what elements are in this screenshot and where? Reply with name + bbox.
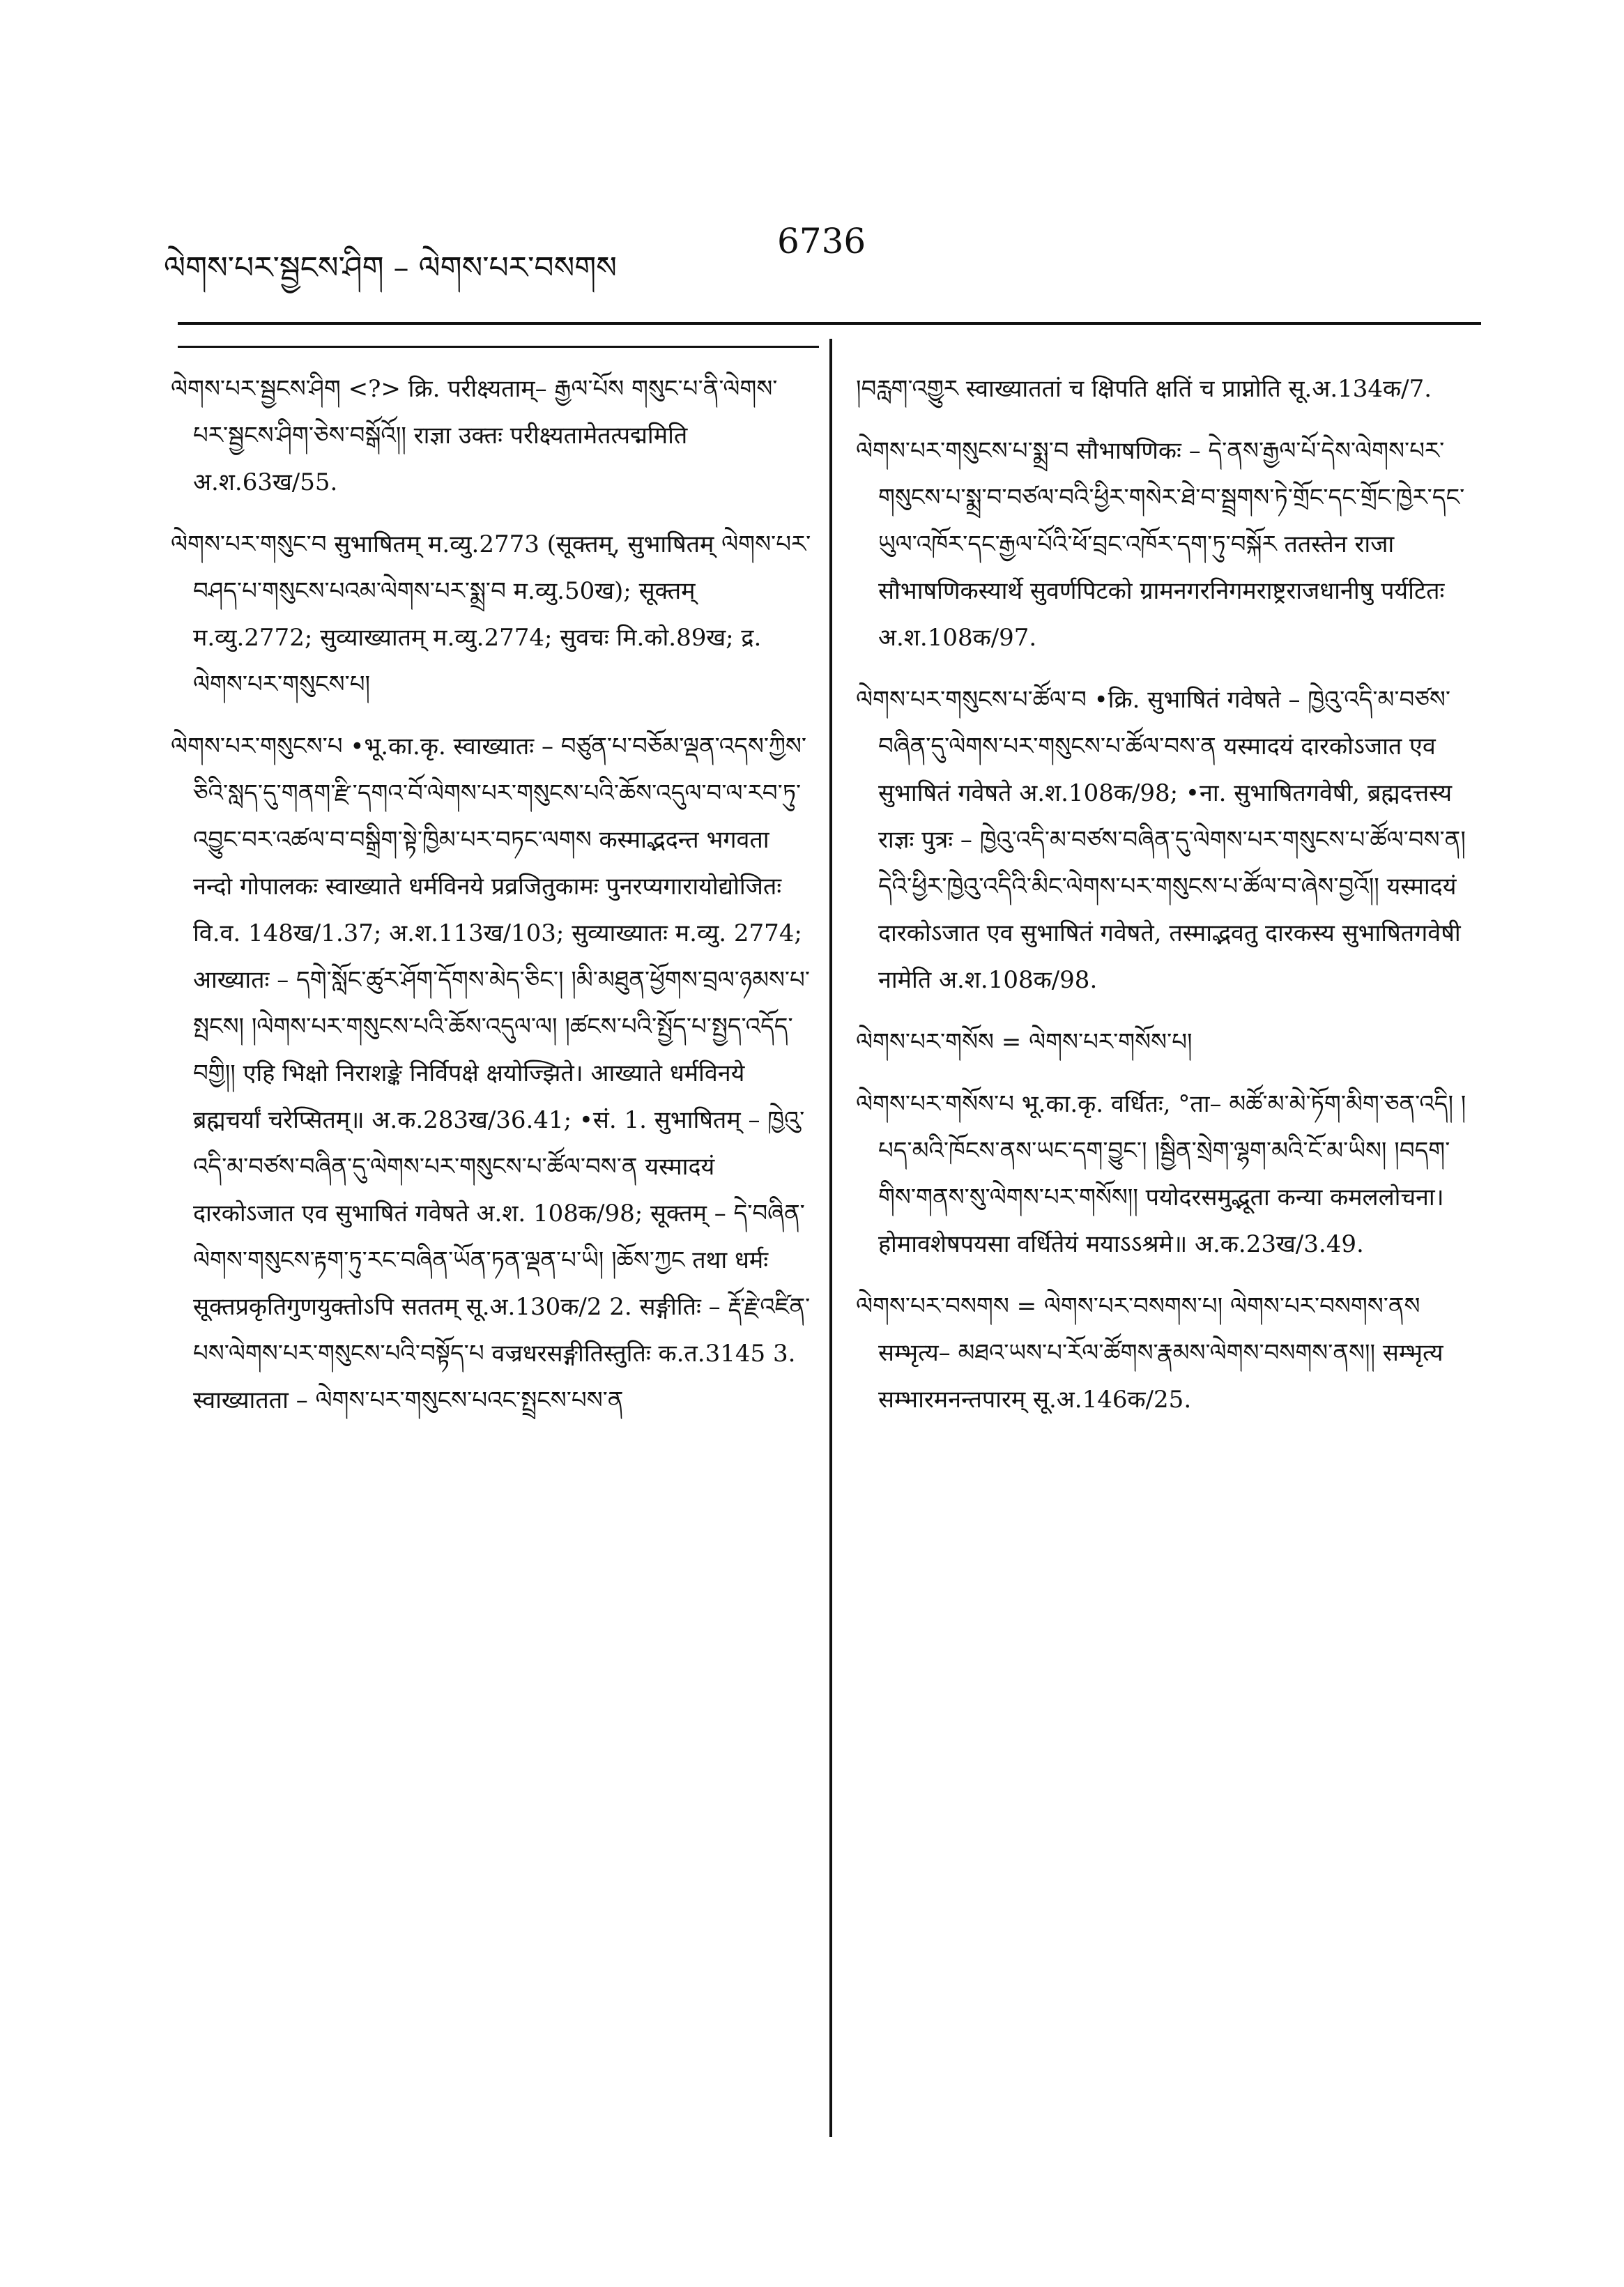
dictionary-entry: ལེགས་པར་གསུངས་པ་སྨྲ་བ सौभाषणिकः – དེ་ནས་རྒྱལ་པོ་དེས་ལེགས་པར་གསུངས་པ་སྨྲ་བ་བཙལ་བའི་ཕྱིར་གསེར་ཐེ་བ་སྦྲགས་ཏེ་གྲོང་དང་གྲོང་ཁྱེར་དང་ཡུལ་འཁོར་དང་རྒྱལ་པོའི་ཕོ་བྲང་འཁོར་དག་ཏུ་བསྐོར ततस्तेन राजा सौभाषणिकस्यार्थे सुवर्णपिटको ग्रामनगरनिगमराष्ट्रराजधानीषु पर्यटितः अ.श.108क/97. — [856, 437, 1465, 652]
dictionary-entry: །བརླག་འགྱུར स्वाख्याततां च क्षिपति क्षतिं च प्राप्नोति सू.अ.134क/7. — [856, 375, 1432, 403]
left-column — [171, 366, 812, 1439]
header-rule — [178, 322, 1481, 325]
running-head: ལེགས་པར་སྦྱངས་ཤིག – ལེགས་པར་བསགས — [164, 250, 617, 286]
dictionary-entry: ལེགས་པར་གསུངས་པ་ཚོལ་བ •क्रि. सुभाषितं गवेषते – ཁྱེའུ་འདི་མ་བཙས་བཞིན་དུ་ལེགས་པར་གསུངས་པ་ཚོལ་བས་ན यस्मादयं दारकोऽजात एव सुभाषितं गवेषते अ.श.108क/98; •ना. सुभाषितगवेषी, ब्रह्मदत्तस्य राज्ञः पुत्रः – ཁྱེའུ་འདི་མ་བཙས་བཞིན་དུ་ལེགས་པར་གསུངས་པ་ཚོལ་བས་ན། དེའི་ཕྱིར་ཁྱེའུ་འདིའི་མིང་ལེགས་པར་གསུངས་པ་ཚོལ་བ་ཞེས་བྱའོ།། यस्मादयं दारकोऽजात एव सुभाषितं गवेषते, तस्माद्भवतु दारकस्य सुभाषितगवेषी नामेति अ.श.108क/98. — [856, 686, 1466, 994]
dictionary-entry: ལེགས་པར་བསགས = ལེགས་པར་བསགས་པ། ལེགས་པར་བསགས་ནས सम्भृत्य– མཐའ་ཡས་པ་རོལ་ཚོགས་རྣམས་ལེགས་བསགས་ནས།། सम्भृत्य सम्भारमनन्तपारम् सू.अ.146क/25. — [856, 1292, 1443, 1414]
page-header — [164, 220, 1453, 289]
dictionary-entry: ལེགས་པར་གསོས = ལེགས་པར་གསོས་པ། — [856, 1028, 1193, 1056]
dictionary-entry: ལེགས་པར་གསོས་པ भू.का.कृ. वर्धितः, °ता– མཚོ་མ་མེ་ཏོག་མིག་ཅན་འདི། །པད་མའི་ཁོངས་ནས་ཡང་དག་བྱུང་། །སྦྱིན་སྲེག་ལྷག་མའི་ངོ་མ་ཡིས། །བདག་གིས་གནས་སུ་ལེགས་པར་གསོས།། पयोदरसमुद्भूता कन्या कमललोचना। होमावशेषपयसा वर्धितेयं मयाऽऽश्रमे॥ अ.क.23ख/3.49. — [856, 1090, 1466, 1258]
dictionary-entry: ལེགས་པར་གསུངས་པ •भू.का.कृ. स्वाख्यातः – བཙུན་པ་བཅོམ་ལྡན་འདས་ཀྱིས་ཅིའི་སླད་དུ་གནག་རྫི་དགའ་བོ་ལེགས་པར་གསུངས་པའི་ཆོས་འདུལ་བ་ལ་རབ་ཏུ་འབྱུང་བར་འཚལ་བ་བསྒྲིག་སྟེ་ཁྱིམ་པར་བཏང་ལགས कस्माद्भदन्त भगवता नन्दो गोपालकः स्वाख्याते धर्मविनये प्रव्रजितुकामः पुनरप्यगारायोद्योजितः वि.व. 148ख/1.37; अ.श.113ख/103; सुव्याख्यातः म.व्यु. 2774; आख्यातः – དགེ་སློང་ཚུར་ཤོག་དོགས་མེད་ཅིང་། །མི་མཐུན་ཕྱོགས་བྲལ་ཉམས་པ་སྤངས། །ལེགས་པར་གསུངས་པའི་ཆོས་འདུལ་ལ། །ཚངས་པའི་སྤྱོད་པ་སྤྱད་འདོད་བགྱི།། एहि भिक्षो निराशङ्के निर्विपक्षे क्षयोज्झिते। आख्याते धर्मविनये ब्रह्मचर्यां चरेप्सितम्॥ अ.क.283ख/36.41; •सं. 1. सुभाषितम् – ཁྱེའུ་འདི་མ་བཙས་བཞིན་དུ་ལེགས་པར་གསུངས་པ་ཚོལ་བས་ན यस्मादयं दारकोऽजात एव सुभाषितं गवेषते अ.श. 108क/98; सूक्तम् – དེ་བཞིན་ལེགས་གསུངས་རྟག་ཏུ་རང་བཞིན་ཡོན་ཏན་ལྡན་པ་ཡི། །ཆོས་ཀྱང तथा धर्मः सूक्तप्रकृतिगुणयुक्तोऽपि सततम् सू.अ.130क/2 2. सङ्गीतिः – རྡོ་རྗེ་འཛིན་པས་ལེགས་པར་གསུངས་པའི་བསྟོད་པ वज्रधरसङ्गीतिस्तुतिः क.त.3145 3. स्वाख्यातता – ལེགས་པར་གསུངས་པའང་སྤྲངས་པས་ན — [171, 733, 811, 1414]
column-top-rule — [178, 346, 819, 348]
page-number: 6736 — [777, 221, 866, 261]
column-divider — [829, 339, 832, 2137]
right-column — [856, 366, 1469, 1439]
dictionary-entry: ལེགས་པར་སྦྱངས་ཤིག <?> क्रि. परीक्ष्यताम्– རྒྱལ་པོས གསུང་པ་ནི་ལེགས་པར་སྦྱངས་ཤིག་ཅེས་བསྒོའོ།། राज्ञा उक्तः परीक्ष्यतामेतत्पद्ममिति अ.श.63ख/55. — [171, 375, 778, 496]
dictionary-entry: ལེགས་པར་གསུང་བ सुभाषितम् म.व्यु.2773 (सूक्तम्, सुभाषितम् ལེགས་པར་བཤད་པ་གསུངས་པའམ་ལེགས་པར་སྨྲ་བ म.व्यु.50ख); सूक्तम् म.व्यु.2772; सुव्याख्यातम् म.व्यु.2774; सुवचः मि.को.89ख; द्र. ལེགས་པར་གསུངས་པ། — [171, 530, 811, 698]
